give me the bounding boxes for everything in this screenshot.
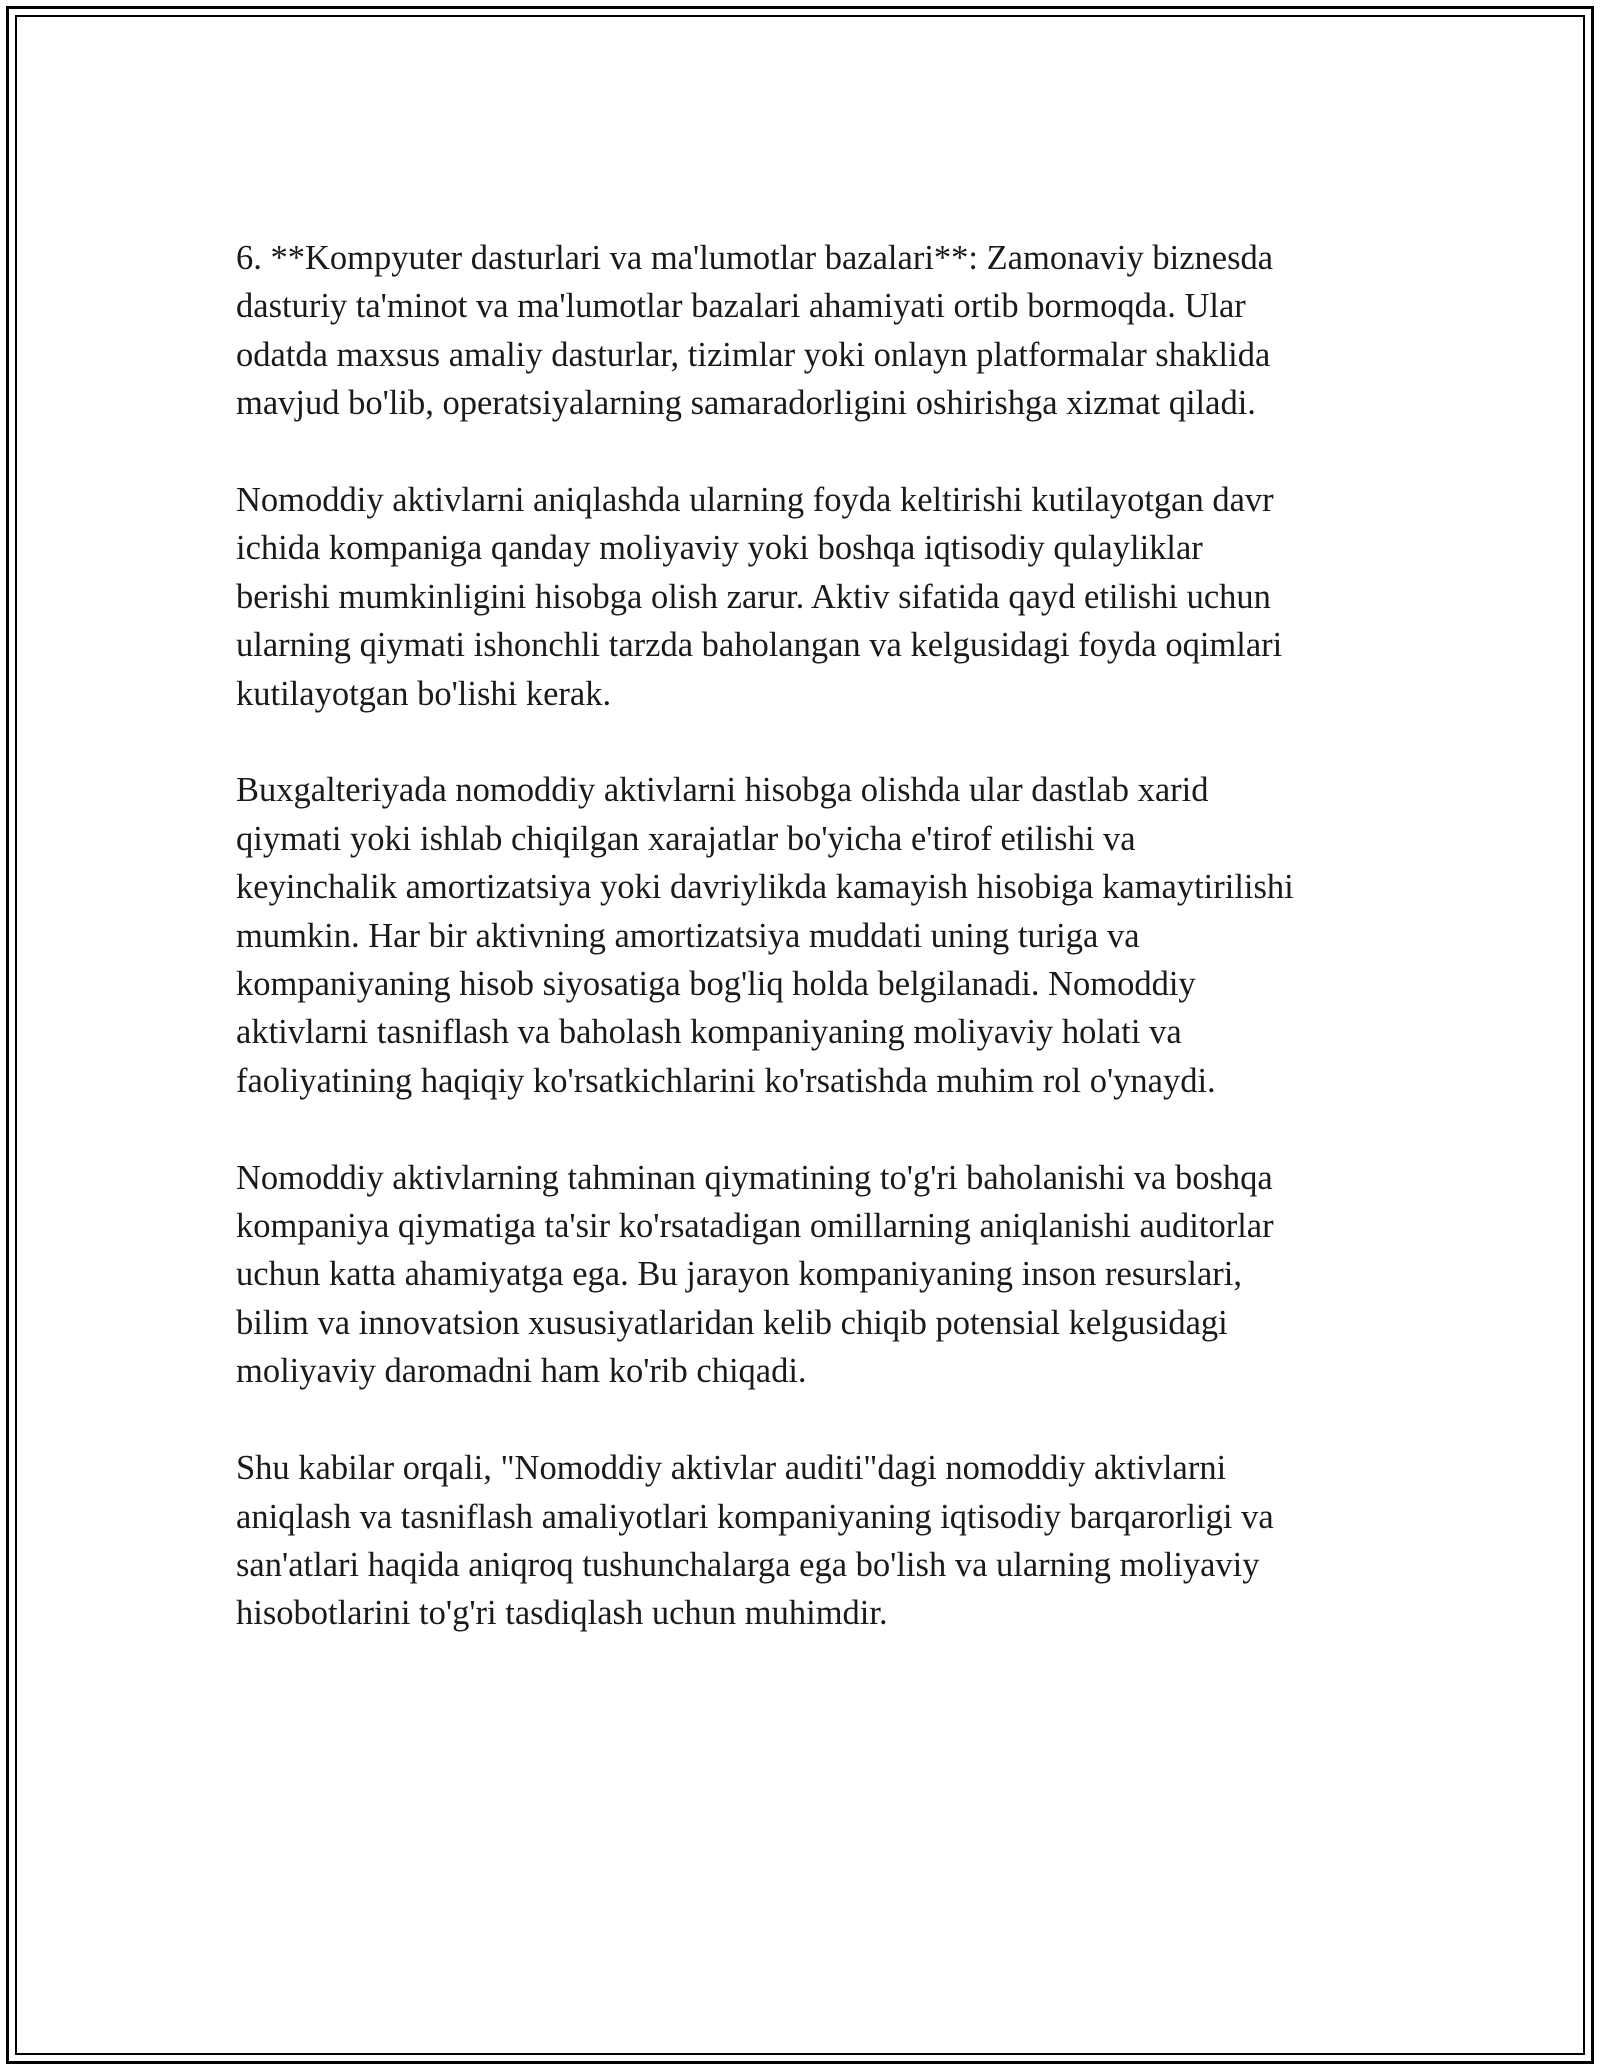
paragraph-accounting: Buxgalteriyada nomoddiy aktivlarni hisobga olishda ular dastlab xarid qiymati yoki ishlab chiqilgan xarajatlar bo'yicha e'tirof etilishi va keyinchalik amortizatsiya yoki davriylikda kamayish hisobiga kamaytirilishi mumkin. Har bir aktivning amortizatsiya muddati uning turiga va kompaniyaning hisob siyosatiga bog'liq holda belgilanadi. Nomoddiy aktivlarni tasniflash va baholash kompaniyaning moliyaviy holati va faoliyatining haqiqiy ko'rsatkichlarini ko'rsatishda muhim rol o'ynaydi. — [236, 771, 1294, 1100]
paragraph-identification: Nomoddiy aktivlarni aniqlashda ularning foyda keltirishi kutilayotgan davr ichida kompaniga qanday moliyaviy yoki boshqa iqtisodiy qulayliklar berishi mumkinligini hisobga olish zarur. Aktiv sifatida qayd etilishi uchun ularning qiymati ishonchli tarzda baholangan va kelgusidagi foyda oqimlari kutilayotgan bo'lishi kerak. — [236, 481, 1283, 713]
paragraph-valuation: Nomoddiy aktivlarning tahminan qiymatining to'g'ri baholanishi va boshqa kompaniya qiymatiga ta'sir ko'rsatadigan omillarning aniqlanishi auditorlar uchun katta ahamiyatga ega. Bu jarayon kompaniyaning inson resurslari, bilim va innovatsion xususiyatlaridan kelib chiqib potensial kelgusidagi moliyaviy daromadni ham ko'rib chiqadi. — [236, 1158, 1274, 1391]
paragraph-software-databases: 6. **Kompyuter dasturlari va ma'lumotlar bazalari**: Zamonaviy biznesda dasturiy ta'minot va ma'lumotlar bazalari ahamiyati ortib bormoqda. Ular odatda maxsus amaliy dasturlar, tizimlar yoki onlayn platformalar shaklida mavjud bo'lib, operatsiyalarning samaradorligini oshirishga xizmat qiladi. — [236, 239, 1274, 423]
document-body — [236, 234, 1376, 1638]
paragraph-conclusion: Shu kabilar orqali, "Nomoddiy aktivlar auditi"dagi nomoddiy aktivlarni aniqlash va tasniflash amaliyotlari kompaniyaning iqtisodiy barqarorligi va san'atlari haqida aniqroq tushunchalarga ega bo'lish va ularning moliyaviy hisobotlarini to'g'ri tasdiqlash uchun muhimdir. — [236, 1449, 1274, 1633]
